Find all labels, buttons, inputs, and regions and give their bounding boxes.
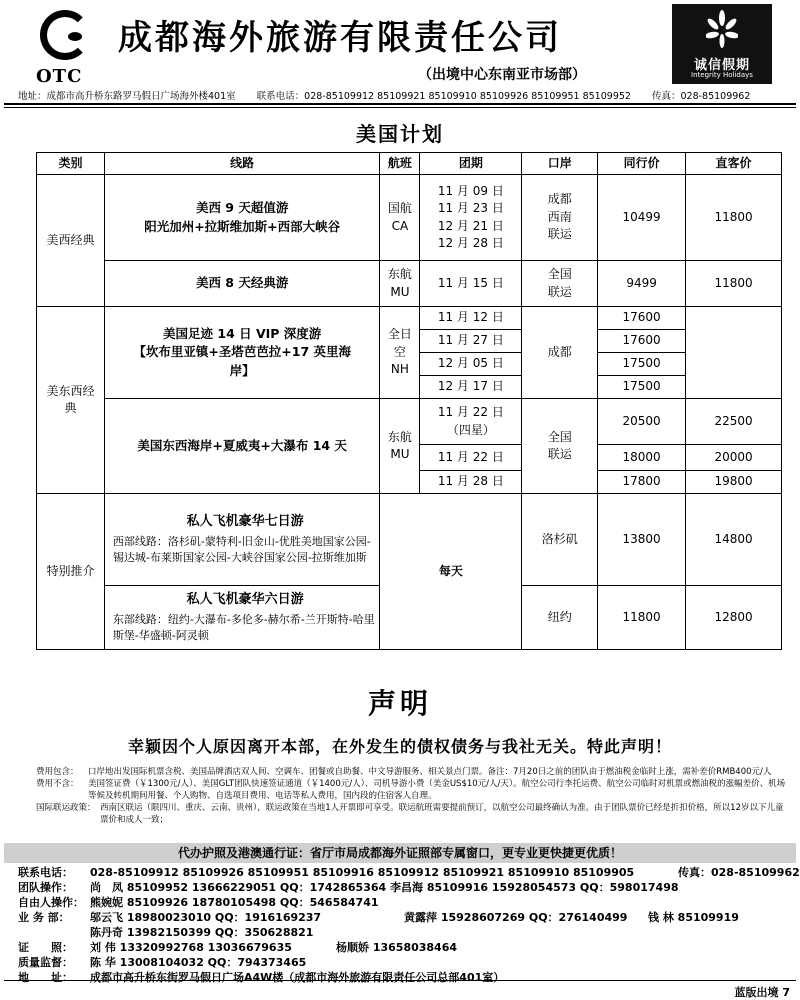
airline: 空 [393,344,406,359]
contact-value: 陈丹奇 13982150399 QQ：350628821 [90,926,314,939]
contact-phone-row [18,865,800,880]
contact-value: 028-85109912 85109926 85109951 85109916 85109912 85109921 85109910 85109905 [90,866,635,879]
statement-title: 声明 [367,687,432,720]
contact-value: 熊婉妮 85109926 18780105498 QQ：546584741 [90,896,379,909]
brand-logo [672,4,772,84]
route-name: 美国足迹 14 日 VIP 深度游 [163,326,322,342]
trade-price: 20500 [598,399,686,445]
route-name: 私人飞机豪华七日游 [186,513,304,529]
fee-text: 美国签证费（￥1300元/人）、美国GLT团队快速签证通道（￥1400元/人）、司机导游小费（美金US$10元/人/天）。航空公司行李托运费、航空公司临时对机票或燃油税的涨幅差价、机场等候及转机期间用餐、个人购物、自选项目费用、电话等私人费用，国内段的住宿客人自理。 [88,779,786,801]
col-header-category: 类别 [37,153,105,175]
flight-cell [380,307,420,399]
fee-text: 西南区联运（限四川、重庆、云南、贵州），联运政策在当地1人开票即可享受。联运航班需要提前预订，以航空公司最终确认为准。由于团队票价已经是折扣价格，所以12岁以下儿童票价和成人一致； [100,803,784,825]
otc-logo [30,8,110,87]
fee-notes [36,766,786,826]
table-row [37,399,782,445]
category-line: 美东西经 [46,383,95,398]
contact-address-row [18,970,788,985]
trade-price: 17500 [598,376,686,399]
flight-cell [380,261,420,307]
col-header-route: 线路 [104,153,380,175]
contact-indep-row [18,895,788,910]
airline-code: MU [390,447,410,461]
category-cell [37,307,105,494]
trade-price: 13800 [598,494,686,586]
route-name: 美国东西海岸+夏威夷+大瀑布 14 天 [104,399,380,494]
route-cell [104,307,380,399]
plan-title: 美国计划 [356,122,444,146]
airline: 全日 [387,327,412,342]
table-row [37,494,782,586]
airline-code: MU [390,284,410,299]
header-fax: 传真：028-85109962 [651,91,751,102]
brand-name-cn: 诚信假期 [693,58,750,73]
contact-value: 杨顺娇 13658038464 [336,941,458,954]
route-description: 东部线路：纽约-大瀑布-多伦多-赫尔希-兰开斯特-哈里斯堡-华盛顿-阿灵顿 [112,613,375,643]
route-name: 美西 8 天经典游 [104,261,380,307]
contact-value: 尚 凤 85109952 13666229051 QQ：1742865364 [90,881,387,894]
date: 11 月 28 日 [420,471,522,494]
route-cell [104,586,380,650]
date: 12 月 17 日 [420,376,522,399]
brand-name-en: Integrity Holidays [691,71,753,79]
contact-label: 证 照： [18,941,73,954]
airline: 国航 [387,201,412,216]
contact-cert-row [18,940,788,955]
contact-label: 地 址： [18,971,73,984]
table-header-row [37,153,782,175]
col-header-port: 口岸 [522,153,598,175]
retail-price: 14800 [686,494,782,586]
contact-qc-row [18,955,788,970]
airline: 东航 [387,267,412,282]
table-row [37,175,782,261]
contact-line [18,88,798,102]
port-cell [522,399,598,494]
trade-price: 9499 [598,261,686,307]
fee-included [36,766,786,778]
route-name: 私人飞机豪华六日游 [186,591,304,607]
route-cell [104,494,380,586]
flight-cell [380,399,420,494]
contact-value: 成都市高升桥东街罗马假日广场A4W楼（成都市海外旅游有限责任公司总部401室） [90,971,505,984]
port-line: 成都 [547,192,572,207]
contact-fax: 传真：028-85109962 [678,866,800,879]
trade-price: 10499 [598,175,686,261]
trade-price: 17600 [598,307,686,330]
contact-value: 邬云飞 18980023010 QQ：1916169237 [90,911,322,924]
port-line: 联运 [547,227,572,242]
airline-code: NH [390,362,409,377]
col-header-trade-price: 同行价 [598,153,686,175]
category-line: 典 [64,401,77,415]
header-address: 地址：成都市高升桥东路罗马假日广场海外楼401室 [18,91,236,102]
date: 11 月 22 日 [437,405,504,420]
contacts-block [18,865,800,985]
contact-group-row [18,880,788,895]
date: 12 月 28 日 [437,235,504,250]
us-tour-table [36,152,782,650]
airline: 东航 [387,429,412,444]
dates-cell [420,175,522,261]
fee-label: 国际联运政策： [36,803,96,813]
contact-sales-row-2 [18,925,788,940]
retail-price: 11800 [686,175,782,261]
table-row [37,307,782,330]
header-divider [4,103,796,105]
port-cell [522,175,598,261]
port-cell: 洛杉矶 [522,494,598,586]
contact-sales-row [18,910,788,925]
date: 11 月 09 日 [437,183,504,198]
fee-excluded [36,778,786,802]
page-footer-tag: 蓝版出境 7 [734,986,790,999]
passport-service-banner: 代办护照及港澳通行证：省厅市局成都海外证照部专属窗口，更专业更快捷更优质！ [4,843,796,863]
category-cell: 美西经典 [37,175,105,307]
date: 11 月 23 日 [437,201,504,216]
schedule-cell: 每天 [380,494,522,650]
contact-label: 团队操作： [18,881,73,894]
retail-price: 11800 [686,261,782,307]
airline-code: CA [391,218,409,233]
retail-price-empty [686,307,782,399]
retail-price: 22500 [686,399,782,445]
flight-cell [380,175,420,261]
contact-value: 刘 伟 13320992768 13036679635 [90,941,292,954]
statement-body: 幸颖因个人原因离开本部，在外发生的债权债务与我社无关。特此声明！ [127,737,672,756]
contact-label: 业 务 部： [18,911,70,924]
contact-value: 黄露萍 15928607269 QQ：276140499 [404,911,628,924]
route-name: 美西 9 天超值游 [195,200,289,216]
col-header-retail-price: 直客价 [686,153,782,175]
port-line: 联运 [547,284,572,299]
fee-label: 费用不含： [36,779,79,789]
header-phone: 联系电话：028-85109912 85109921 85109910 85109926 85109951 85109952 [256,91,631,102]
trade-price: 17800 [598,471,686,494]
port-line: 全国 [547,429,572,444]
contact-value: 李昌海 85109916 15928054573 QQ：598017498 [390,881,679,894]
port-line: 联运 [547,447,572,461]
otc-logo-text: OTC [36,66,83,87]
date: 11 月 12 日 [420,307,522,330]
contact-label: 质量监督： [18,956,73,969]
company-name: 成都海外旅游有限责任公司 [118,18,562,58]
retail-price: 20000 [686,445,782,471]
route-description: 西部线路：洛杉矶-蒙特利-旧金山-优胜美地国家公园-锡达城-布莱斯国家公园-大峡谷国家公园-拉斯维加斯 [112,535,371,565]
col-header-dates: 团期 [420,153,522,175]
flower-icon [706,10,738,48]
route-subtitle: 阳光加州+拉斯维加斯+西部大峡谷 [144,218,341,234]
port-cell: 成都 [522,307,598,399]
retail-price: 12800 [686,586,782,650]
contact-label: 联系电话： [18,866,73,879]
page-header [0,0,800,102]
department-name: （出境中心东南亚市场部） [418,67,586,83]
trade-price: 18000 [598,445,686,471]
retail-price: 19800 [686,471,782,494]
date: 12 月 21 日 [437,218,504,233]
footer-divider [4,980,796,981]
header-divider-thin [4,107,796,108]
category-cell: 特别推介 [37,494,105,650]
date-note: （四星） [446,422,495,437]
date: 12 月 05 日 [420,353,522,376]
date: 11 月 27 日 [420,330,522,353]
date: 11 月 15 日 [420,261,522,307]
contact-label: 自由人操作： [18,896,84,909]
dates-cell [420,399,522,445]
port-cell [522,261,598,307]
trade-price: 17600 [598,330,686,353]
port-line: 西南 [547,209,572,224]
route-cell [104,175,380,261]
fee-label: 费用包含： [36,767,79,777]
trade-price: 17500 [598,353,686,376]
route-subtitle: 【坎布里亚镇+圣塔芭芭拉+17 英里海 [133,344,352,360]
route-subtitle: 岸】 [229,362,255,378]
port-cell: 纽约 [522,586,598,650]
connection-policy [36,802,786,826]
port-line: 全国 [547,267,572,282]
col-header-flight: 航班 [380,153,420,175]
date: 11 月 22 日 [420,445,522,471]
trade-price: 11800 [598,586,686,650]
contact-value: 钱 林 85109919 [648,911,739,924]
fee-text: 口岸地出发国际机票含税、美国品牌酒店双人间、空调车、团餐或自助餐、中文导游服务、相关景点门票。备注：7月20日之前的团队由于燃油税金临时上涨，需补差价RMB400元/人 [88,767,772,777]
contact-value: 陈 华 13008104032 QQ：794373465 [90,956,307,969]
table-row [37,261,782,307]
